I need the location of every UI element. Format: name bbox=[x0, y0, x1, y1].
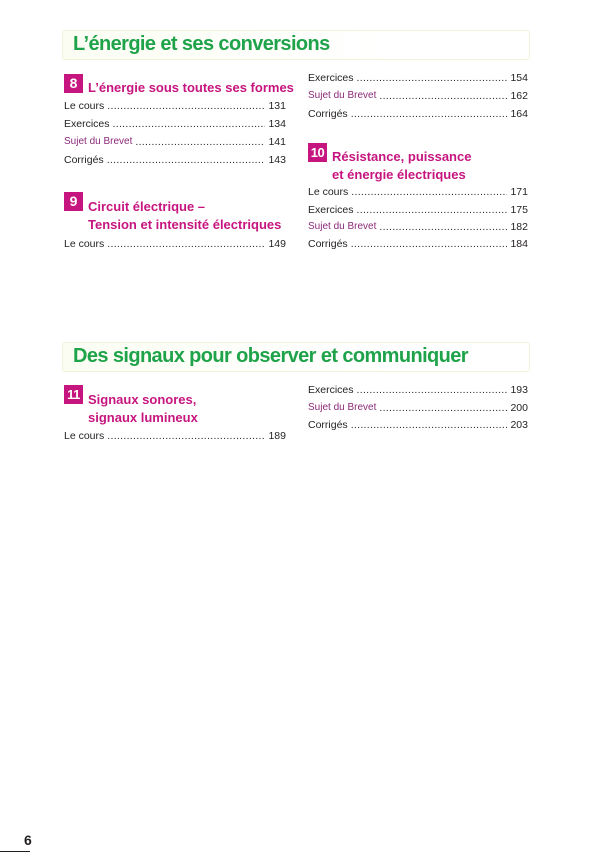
chapter-title-line-2: Tension et intensité électriques bbox=[88, 217, 282, 232]
toc-entry-cours[interactable]: Le cours ..... 131 bbox=[64, 99, 286, 113]
toc-entry-exercices[interactable]: Exercices ..... 175 bbox=[308, 203, 528, 217]
section-title: L’énergie et ses conversions bbox=[73, 33, 330, 55]
toc-entry-corriges[interactable]: Corrigés ..... 184 bbox=[308, 237, 528, 251]
chapter-title-line-1: Signaux sonores, bbox=[88, 392, 197, 407]
chapter-number: 11 bbox=[64, 385, 83, 404]
toc-entry-brevet[interactable]: Sujet du Brevet ..... 182 bbox=[308, 220, 528, 234]
section-header-energie bbox=[62, 30, 530, 60]
chapter-title-line-1: Circuit électrique – bbox=[88, 199, 206, 214]
toc-entry-exercices[interactable]: Exercices ..... 154 bbox=[308, 71, 528, 85]
page-number-rule bbox=[0, 851, 30, 852]
section-title: Des signaux pour observer et communiquer bbox=[73, 345, 468, 367]
toc-entry-corriges[interactable]: Corrigés ..... 164 bbox=[308, 107, 528, 121]
toc-entry-corriges[interactable]: Corrigés ..... 203 bbox=[308, 418, 528, 432]
chapter-title-line-2: et énergie électriques bbox=[332, 167, 466, 182]
toc-entry-cours[interactable]: Le cours ..... 189 bbox=[64, 429, 286, 443]
chapter-title: L’énergie sous toutes ses formes bbox=[88, 80, 294, 95]
toc-entry-brevet[interactable]: Sujet du Brevet ..... 162 bbox=[308, 89, 528, 103]
toc-entry-exercices[interactable]: Exercices ..... 193 bbox=[308, 383, 528, 397]
toc-entry-exercices[interactable]: Exercices ..... 134 bbox=[64, 117, 286, 131]
chapter-number: 10 bbox=[308, 143, 327, 162]
chapter-number: 9 bbox=[64, 192, 83, 211]
chapter-title-line-1: Résistance, puissance bbox=[332, 149, 472, 164]
chapter-title-line-2: signaux lumineux bbox=[88, 410, 198, 425]
toc-entry-corriges[interactable]: Corrigés ..... 143 bbox=[64, 153, 286, 167]
toc-entry-cours[interactable]: Le cours ..... 171 bbox=[308, 185, 528, 199]
toc-entry-cours[interactable]: Le cours ..... 149 bbox=[64, 237, 286, 251]
section-header-signaux bbox=[62, 342, 530, 372]
page-number: 6 bbox=[24, 832, 32, 848]
toc-entry-brevet[interactable]: Sujet du Brevet ..... 141 bbox=[64, 135, 286, 149]
chapter-number: 8 bbox=[64, 74, 83, 93]
toc-entry-brevet[interactable]: Sujet du Brevet ..... 200 bbox=[308, 401, 528, 415]
